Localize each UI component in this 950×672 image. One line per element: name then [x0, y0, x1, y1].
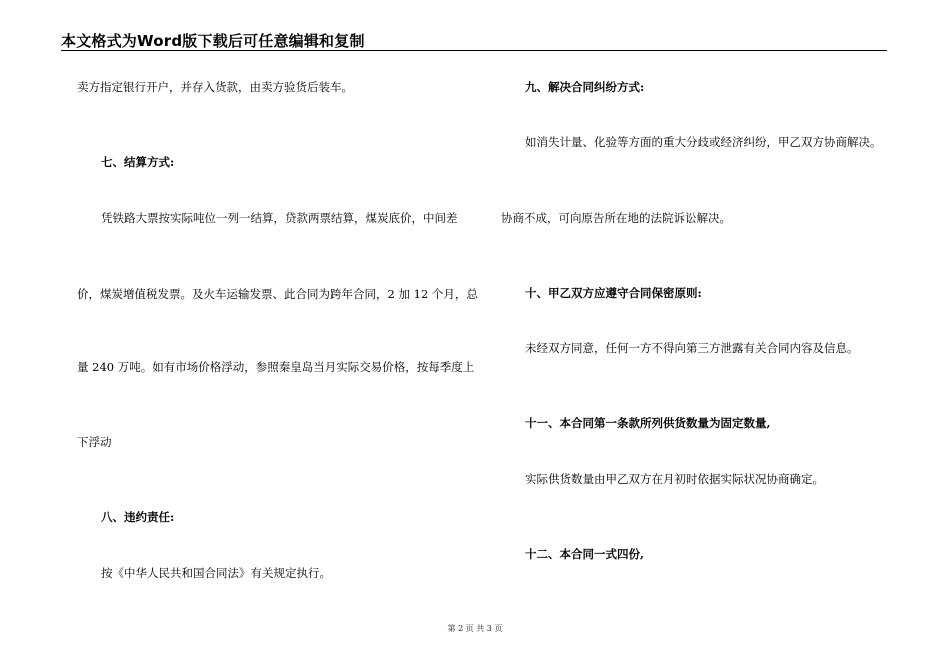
page-number: 第 2 页 共 3 页 — [447, 624, 503, 633]
paragraph-line: 如消失计量、化验等方面的重大分歧或经济纠纷，甲乙双方协商解决。 — [525, 135, 882, 149]
section-heading: 七、结算方式: — [101, 155, 175, 169]
section-heading: 十、甲乙双方应遵守合同保密原则: — [525, 286, 702, 300]
paragraph-line: 按《中华人民共和国合同法》有关规定执行。 — [101, 566, 331, 580]
paragraph-line: 未经双方同意，任何一方不得向第三方泄露有关合同内容及信息。 — [525, 341, 859, 355]
section-heading: 八、违约责任: — [101, 510, 175, 524]
section-heading: 十一、本合同第一条款所列供货数量为固定数量, — [525, 416, 771, 430]
header-divider — [61, 50, 887, 51]
section-heading: 九、解决合同纠纷方式: — [525, 80, 645, 94]
paragraph-line: 实际供货数量由甲乙双方在月初时依据实际状况协商确定。 — [525, 472, 824, 486]
paragraph-line: 卖方指定银行开户，并存入货款，由卖方验货后装车。 — [77, 80, 353, 94]
paragraph-line: 下浮动 — [77, 435, 112, 449]
paragraph-line: 凭铁路大票按实际吨位一列一结算，贷款两票结算，煤炭底价，中间差 — [101, 211, 458, 225]
paragraph-line: 价，煤炭增值税发票。及火车运输发票、此合同为跨年合同，2 加 12 个月，总 — [77, 287, 478, 301]
paragraph-line: 协商不成，可向原告所在地的法院诉讼解决。 — [501, 211, 731, 225]
paragraph-line: 量 240 万吨。如有市场价格浮动，参照秦皇岛当月实际交易价格，按每季度上 — [77, 360, 475, 374]
document-header: 本文格式为Word版下载后可任意编辑和复制 — [61, 32, 365, 50]
section-heading: 十二、本合同一式四份, — [525, 547, 645, 561]
